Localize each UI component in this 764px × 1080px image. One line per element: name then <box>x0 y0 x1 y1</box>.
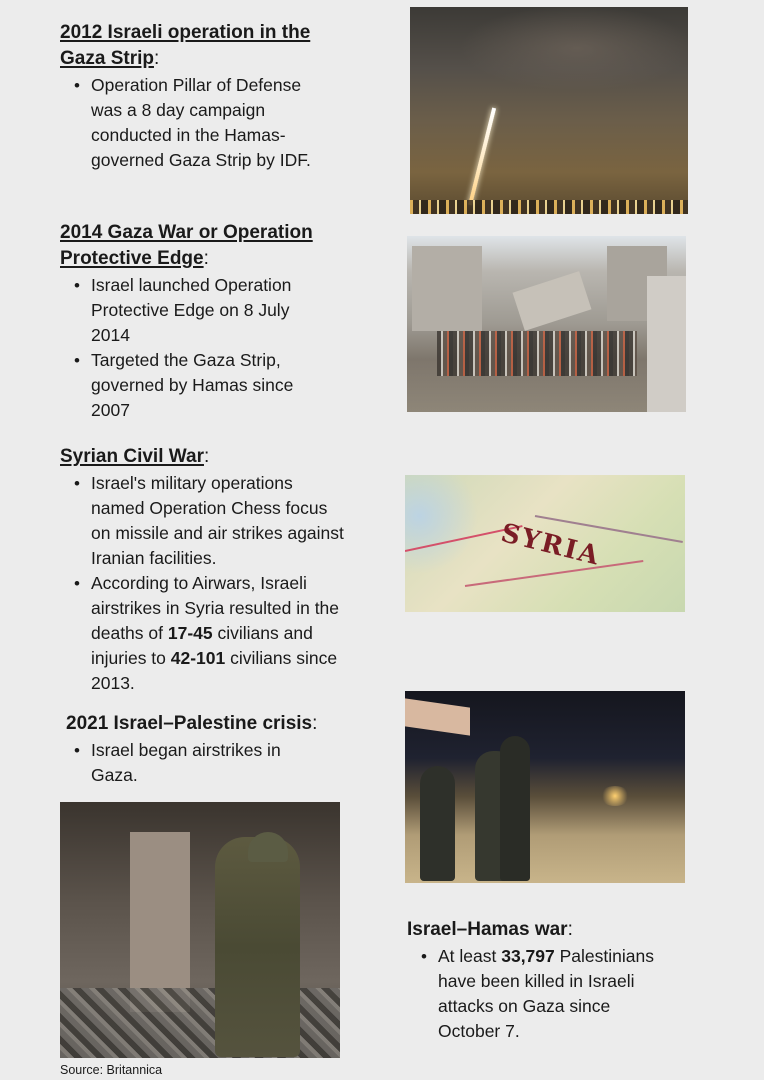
section-heading: 2014 Gaza War or Operation Protective Edge: <box>60 222 313 269</box>
section-heading: 2012 Israeli operation in the Gaza Strip: <box>60 22 311 69</box>
section-2014-gaza-war <box>60 220 360 423</box>
list-item: • Israel launched Operation Protective Edge on 8 July 2014 <box>91 273 316 348</box>
soldier-burned-building-photo <box>60 802 340 1058</box>
section-heading: Israel–Hamas war: <box>407 919 573 940</box>
source-caption: Source: Britannica <box>60 1063 163 1077</box>
section-heading: Syrian Civil War: <box>60 446 210 467</box>
list-item: • Targeted the Gaza Strip, governed by Hamas since 2007 <box>91 348 316 423</box>
section-heading: 2021 Israel–Palestine crisis: <box>66 713 318 734</box>
deaths-count: 17-45 <box>167 623 213 643</box>
section-2012-operation <box>60 20 360 173</box>
list-item: • At least 33,797 Palestinians have been killed in Israeli attacks on Gaza since October 7. <box>438 944 673 1044</box>
night-street-soldiers-photo <box>405 691 685 883</box>
crowd <box>437 331 637 376</box>
rocket-trail <box>468 107 496 205</box>
section-2021-crisis <box>66 711 366 788</box>
section-israel-hamas-war <box>407 917 707 1044</box>
city-lights <box>410 200 688 214</box>
section-syrian-civil-war <box>60 444 360 696</box>
bullet-list <box>60 73 360 173</box>
injuries-count: 42-101 <box>170 648 226 668</box>
bullet-list <box>60 273 360 423</box>
rocket-launch-photo <box>410 7 688 214</box>
bullet-list <box>66 738 366 788</box>
list-item: • According to Airwars, Israeli airstrikes in Syria resulted in the deaths of 17-45 civilians and injuries to 42-101 civilians since 2013. <box>91 571 346 696</box>
list-item: • Israel began airstrikes in Gaza. <box>91 738 301 788</box>
bullet-list <box>60 471 360 696</box>
bullet-list <box>407 944 707 1044</box>
map-label-syria: SYRIA <box>497 518 604 572</box>
list-item: • Israel's military operations named Operation Chess focus on missile and air strikes against Iranian facilities. <box>91 471 346 571</box>
list-item: • Operation Pillar of Defense was a 8 day campaign conducted in the Hamas-governed Gaza Strip by IDF. <box>91 73 336 173</box>
casualty-count: 33,797 <box>501 946 555 966</box>
destroyed-buildings-photo <box>407 236 686 412</box>
syria-map-photo <box>405 475 685 612</box>
